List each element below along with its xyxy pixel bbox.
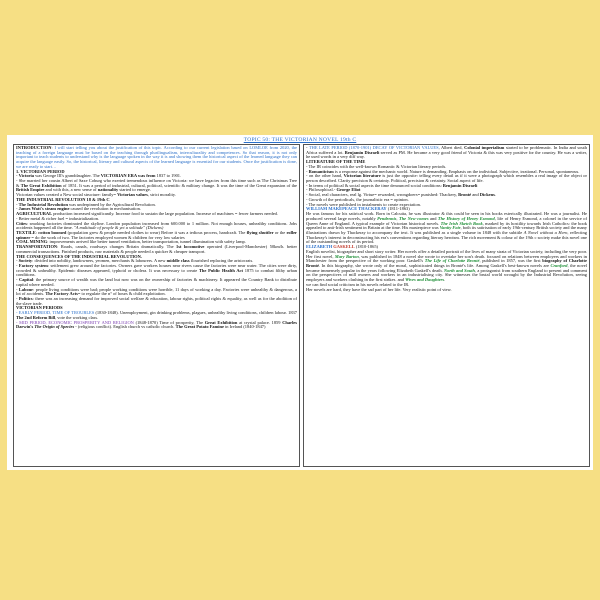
intro-paragraph: INTRODUCTION: I will start telling you about the justification of this topic. According to our current legislation based on LOMLOE from 2020, the teaching of a foreign language must be based on the teaching through plurilingualism, interculturality and competences. So that reason, it is not only important to teach students to understand why is the language spoken in the way it is and showing them the historical aspect of the learned language they can acquire the language easily. So, the historical, literary and cultural aspects of the learned language is essential for our students. Once the justification is done, we are ready to start… (16, 145, 297, 169)
section-heading: THE CONSEQUENCES OF THE INDUSTRIAL REVOLUTION. (16, 253, 142, 259)
paragraph: - Factory system: settlement grew around the factories. Owners gave workers houses near rivers cause the factories were near water. The cities were dirty, crowded & unhealthy. Epidemic diseases appeared, typhoid or cholera. It was necessary to create The Public Health Act 1875 to combat filthy urban conditions. (16, 262, 297, 278)
section-heading: LITERATURE OF THE TIME (306, 159, 366, 165)
paragraph: - Society: divided into nobility, landowners, yeomen, merchants & labourers. A new middle class flourished replacing the aristocrats. (16, 258, 254, 264)
paragraph: - Labour: people living conditions were bad; people working conditions were horrible, 11 days of working a day. Factories were unhealthy & dangerous, a lot of accidents. The Factory Acts= to regulate the n° of hours & child exploitation. (16, 286, 297, 297)
paragraph: - Growth of the periodicals, the journalistic era = opinion. (306, 196, 409, 202)
paragraph: - Victoria was George III's granddaughter. The VICTORIAN ERA was from 1837 to 1901. (16, 173, 182, 179)
section-heading: 1. VICTORIAN PERIOD (16, 168, 65, 174)
paragraph: - Better metal & richer fuel = industrialization. (16, 215, 100, 221)
right-column (303, 144, 590, 467)
paragraph: Victorian values created a New social structure: family= Victorian values, strict morality. (16, 192, 176, 198)
paragraph: - Romanticism is a response against the mechanic world. Nature is demanding. Emphasis on the individual. Subjective, irrational. Personal, spontaneous. (306, 168, 580, 174)
paragraph: Cities: smoking factories dominated the skyline. London population increased from 600.000 to 1 million. Not enough houses, unhealthy conditions. Jobs accidents happened all the time. "A multitude of people & yet a solitude" (Dickens) (16, 220, 297, 231)
page-title: TOPIC 50: THE VICTORIAN NOVEL 19th C (243, 137, 357, 143)
author-heading: ELIZABETH GASKELL (1810-1865) (306, 244, 379, 250)
paragraph: AGRICULTURAL production increased significantly. Increase food to sustain the large population. Increase of machines = fewer farmers needed. (16, 211, 278, 217)
paragraph: - The IR coincides with the well-known Romantic & Victorian literary periods. (306, 163, 447, 169)
paragraph: English novelist, biographer and short story writer. Her novels offer a detailed portrait of the lives of many strata of Victorian society, including the very poor. Her first novel, Mary Barton, was published in 1848 a novel she wrote to overtake her son's death. focused on relations between employers and workers in Manchester from the perspective of the working poor. Gaskell's The Life of Charlotte Bronté, published in 1857, was the first biography of Charlotte Bronté. In this biography, she wrote only of the moral, sophisticated things in Bronté's life. Among Gaskell's best-known novels are Cranford, the novel became immensely popular in the years following Elizabeth Gaskell's death. North and South, a protagonist from southern England to present and comment on the perspectives of mill owners and workers in an industrialising city. She witnesses the brutal world wrought by the Industrial Revolution, seeing employers and workers clashing in the first strikes. and Wives and Daughters. (306, 248, 588, 283)
document-page (7, 135, 593, 470)
paragraph: - The Industrial Revolution was underpinned by the Agricultural Revolution. (16, 201, 156, 207)
paragraph: COAL MINING: improvements arrived like better tunnel ventilation, better transportation, tunnel illumination with safety lamp. (16, 239, 246, 245)
paragraph: - THE LATE PERIOD (1870-1901) DECAY OF VICTORIAN VALUES, Albert died, Colonial imperialism started to be problematic. In India and south Africa suffered a lot. Benjamin Disraeli served as PM. He became a very good friend of Victoria & this was very positive for the country. He was a writer, he used words in a very diff way. (306, 145, 588, 160)
paragraph: we can find social criticism in his novels related to the IR. (306, 281, 410, 287)
paragraph: - Philosophical.- George Eliot (306, 187, 361, 193)
paragraph: - Politics: there was an increasing demand for improved social welfare & education, labour rights, political rights & equality, as well as for the abolition of the slave trade. (16, 296, 297, 306)
section-heading: THE INDUSTRIAL REVOLUTION 18 & 19th C (16, 196, 110, 202)
paragraph: - James Watt's steam engine caused the revolution in mechanisation. (16, 206, 141, 212)
paragraph: - EARLY PERIOD, TIME OF TROUBLES (1830-1848). Unemployment, gin drinking problems, plagues, unhealthy living conditions, children labour. 1837 The 2nd Reform Bill, vote the working class. (16, 310, 297, 320)
paragraph: - Social, real characters, real lg. Virtue= rewarded, wrongdoers= punished: Thackery, Bronté and Dickens. (306, 192, 496, 198)
paragraph: - She married her cousin Albert of Saxe Coburg who exerted tremendous influence on Victoria: we have legacies from this time such as The Christmas Tree & The Great Exhibition of 1851. It was a period of industrial, cultural, political, scientific & military change. It was the time of the Great expansion of the British Empire and with this, a new sense of nationality started to emerge. (16, 178, 298, 193)
paragraph: - MID PERIOD, ECONOMIC PROSPERITY AND RELIGION (1848-1870) Time of prosperity, The Great Exhibition at crystal palace. 1859 Charles Darwin's The Origin of Species - (religious conflict). English church vs catholic church. The Great Potato Famine in Ireland (1840-1847) (16, 319, 297, 330)
left-column (13, 144, 300, 467)
section-heading: VICTORIAN PERIODS (16, 305, 63, 311)
paragraph: TRANSPORTATION: Roads, canals, roadways changes Britain dramatically. The 1st locomotive operated (Liverpool-Manchester) 50km/h. better commercial transactions. Finished products, raw materials & people needed a quicker & cheaper transport. (16, 244, 297, 254)
paragraph: - on the other hand, Victorian literature is just the opposite: telling every detail as if it were a photograph which resembles a real image of the object or person described. Clarity precision & certainty. Political, precision & certainty. Social aspect of life. (306, 173, 587, 184)
paragraph: TEXTILE: cotton boomed (population grew & people needed clothes to wear) Before it was a tedious process, handcraft. The flying shuttler or the roller spinner = do the work of two. The factories employed women & children for very low salaries (16, 229, 298, 240)
author-heading: WILLIAM MAKEPEACE THACKERAY (1811-1863) (306, 206, 410, 212)
paragraph: He was famous for his satirical work. Born in Calcutta, he was illustrator & this could be seen in his books esterically illustrated. He was a journalist. He produced several large novels, notably Pendennis, The New-comes and The History of Henry Esmond, life of Henry Esmond, a colonel in the service of Queen Anne of England. A typical example of Victorian historical novels. The Irish Sketch Book, marked by its hostility towards Irish Catholics: the book appealed to anti-Irish sentiment in Britain at the time. His masterpiece was Vanity Fair, both its satirisation of early 19th-century British society and the many illustrations drawn by Thackeray to accompany the text. It was published as a single volume in 1848 with the subtitle A Novel without a Hero, reflecting Thackeray's interest in deconstructing his era's conventions regarding literary heroism. The rich movement & colour of the 19th c society make this novel one of the outstanding novels of its period. (306, 211, 587, 245)
paragraph: - Capital: the primary source of wealth was the land but now was on the ownership of factories & machinery. It appeared the Country Bank to distribute capital where needed. (16, 277, 297, 287)
paragraph: - In terms of political & social aspects the time denounced social conditions: Benjamin Disraeli (306, 182, 478, 188)
paragraph: Her novels are hard, they have the sad part of her life. Very realistic point of view. (306, 286, 452, 292)
paragraph: - The novels were published in instalments to create expectation. (306, 201, 422, 207)
